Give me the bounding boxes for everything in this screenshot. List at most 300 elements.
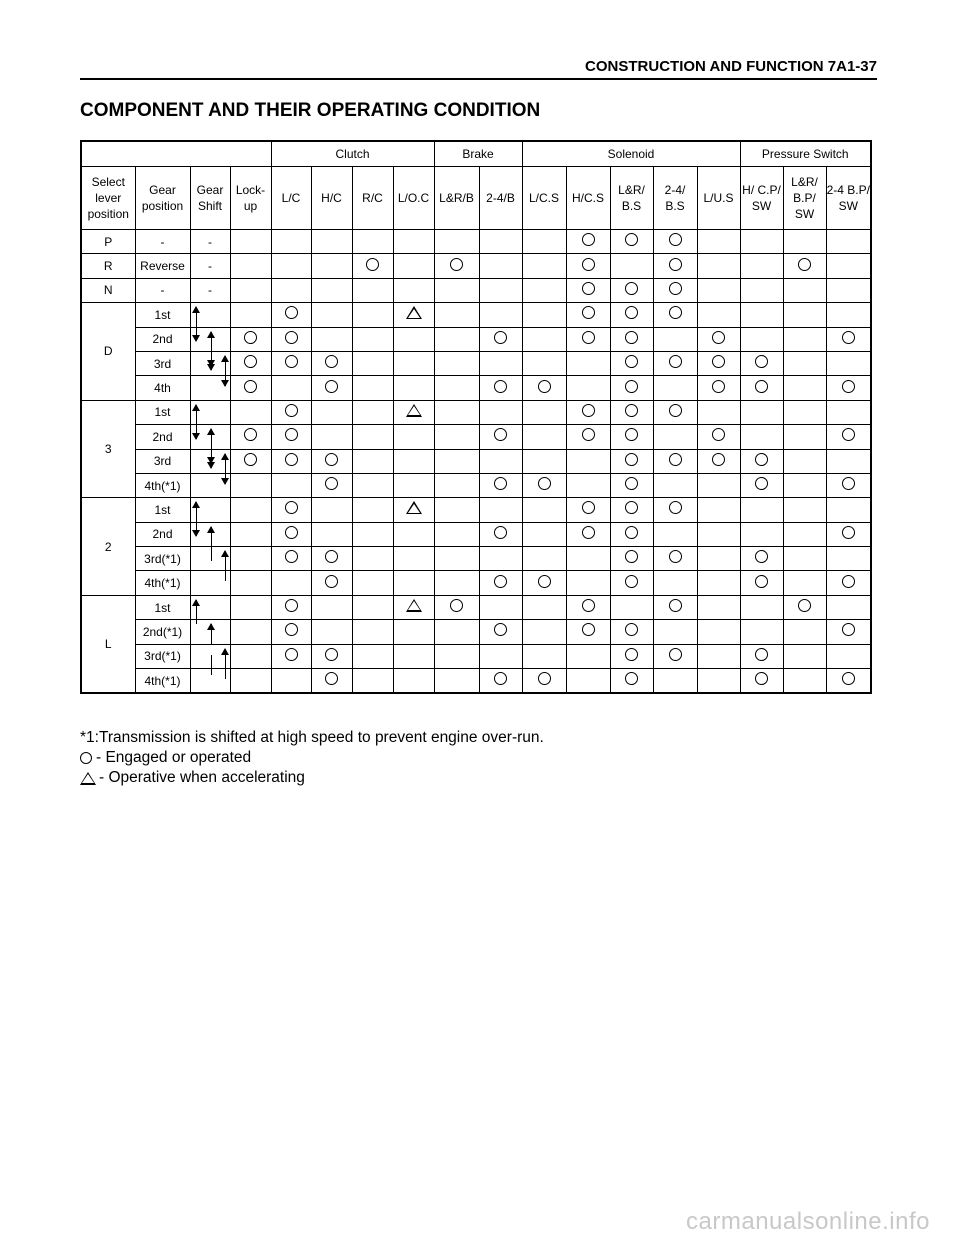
component-cell	[783, 376, 826, 400]
component-cell	[740, 498, 783, 522]
component-cell	[610, 230, 653, 254]
table-row	[81, 595, 871, 619]
component-cell	[783, 547, 826, 571]
component-cell	[479, 449, 522, 473]
engaged-circle-icon	[285, 331, 298, 344]
lockup-cell	[230, 595, 271, 619]
component-cell	[352, 644, 393, 668]
lockup-cell	[230, 644, 271, 668]
table-row	[81, 425, 871, 449]
engaged-circle-icon	[625, 428, 638, 441]
component-cell	[434, 327, 479, 351]
component-cell	[271, 449, 311, 473]
column-header	[230, 167, 271, 230]
notes	[80, 728, 544, 788]
gear-shift-cell	[190, 230, 230, 254]
component-cell	[311, 254, 352, 278]
component-cell	[434, 669, 479, 694]
column-header-text: L/U.S	[703, 191, 734, 205]
engaged-circle-icon	[285, 404, 298, 417]
gear-position-cell: 3rd	[135, 449, 190, 473]
component-cell	[311, 498, 352, 522]
component-cell	[783, 595, 826, 619]
table-row	[81, 571, 871, 595]
engaged-circle-icon	[669, 306, 682, 319]
component-cell	[311, 351, 352, 375]
component-cell	[479, 498, 522, 522]
component-cell	[566, 425, 610, 449]
shift-arrow-icon	[211, 655, 212, 675]
engaged-circle-icon	[450, 599, 463, 612]
triangle-legend	[80, 768, 544, 788]
component-cell	[311, 303, 352, 327]
component-cell	[697, 449, 740, 473]
column-header	[653, 167, 697, 230]
component-cell	[653, 595, 697, 619]
component-cell	[783, 669, 826, 694]
component-cell	[697, 595, 740, 619]
component-cell	[352, 351, 393, 375]
component-cell	[522, 644, 566, 668]
component-cell	[479, 669, 522, 694]
component-cell	[566, 254, 610, 278]
engaged-circle-icon	[712, 453, 725, 466]
component-cell	[393, 620, 434, 644]
component-cell	[697, 425, 740, 449]
gear-shift-text: -	[208, 283, 212, 298]
component-cell	[522, 425, 566, 449]
column-header-text: H/C.S	[571, 191, 604, 205]
table-row	[81, 473, 871, 497]
component-cell	[697, 351, 740, 375]
engaged-circle-icon	[842, 526, 855, 539]
component-cell	[479, 425, 522, 449]
engaged-circle-icon	[325, 453, 338, 466]
engaged-circle-icon	[842, 477, 855, 490]
engaged-circle-icon	[325, 550, 338, 563]
component-cell	[740, 278, 783, 302]
component-cell	[653, 449, 697, 473]
engaged-circle-icon	[285, 501, 298, 514]
engaged-circle-icon	[755, 453, 768, 466]
gear-position-cell: Reverse	[135, 254, 190, 278]
component-cell	[352, 400, 393, 424]
gear-position-cell: 1st	[135, 498, 190, 522]
engaged-circle-icon	[582, 258, 595, 271]
shift-arrow-icon	[225, 372, 226, 386]
triangle-legend-text: - Operative when accelerating	[99, 769, 305, 786]
component-cell	[393, 522, 434, 546]
component-cell	[352, 376, 393, 400]
component-cell	[566, 644, 610, 668]
component-cell	[311, 327, 352, 351]
lockup-cell	[230, 547, 271, 571]
engaged-circle-icon	[366, 258, 379, 271]
component-cell	[610, 595, 653, 619]
component-cell	[311, 425, 352, 449]
lever-position-cell: P	[81, 230, 135, 254]
column-header-text: Gear Shift	[196, 183, 224, 213]
lockup-cell	[230, 498, 271, 522]
component-cell	[352, 327, 393, 351]
component-cell	[393, 595, 434, 619]
component-cell	[826, 376, 871, 400]
component-cell	[826, 351, 871, 375]
component-cell	[311, 547, 352, 571]
component-cell	[783, 425, 826, 449]
component-cell	[271, 254, 311, 278]
engaged-circle-icon	[798, 599, 811, 612]
component-cell	[826, 571, 871, 595]
component-cell	[566, 230, 610, 254]
component-cell	[352, 669, 393, 694]
gear-shift-cell	[190, 571, 230, 595]
component-cell	[610, 644, 653, 668]
component-cell	[434, 351, 479, 375]
column-header-text: L/O.C	[397, 191, 430, 205]
table-row	[81, 620, 871, 644]
component-cell	[271, 303, 311, 327]
shift-arrow-icon	[225, 470, 226, 484]
lever-position-cell: 2	[81, 498, 135, 596]
group-header: Solenoid	[522, 141, 740, 167]
component-cell	[522, 400, 566, 424]
table-row	[81, 351, 871, 375]
engaged-circle-icon	[625, 453, 638, 466]
engaged-circle-icon	[669, 282, 682, 295]
gear-position-cell: 4th(*1)	[135, 571, 190, 595]
component-cell	[311, 620, 352, 644]
lockup-cell	[230, 669, 271, 694]
engaged-circle-icon	[582, 623, 595, 636]
component-cell	[783, 620, 826, 644]
component-cell	[271, 400, 311, 424]
gear-position-cell: 4th(*1)	[135, 473, 190, 497]
component-cell	[522, 522, 566, 546]
group-header: Clutch	[271, 141, 434, 167]
component-cell	[352, 303, 393, 327]
lockup-cell	[230, 230, 271, 254]
component-cell	[653, 620, 697, 644]
component-cell	[783, 400, 826, 424]
engaged-circle-icon	[494, 477, 507, 490]
component-cell	[740, 522, 783, 546]
component-cell	[479, 230, 522, 254]
engaged-circle-icon	[494, 428, 507, 441]
component-cell	[566, 376, 610, 400]
engaged-circle-icon	[669, 355, 682, 368]
component-cell	[522, 620, 566, 644]
component-cell	[393, 449, 434, 473]
component-cell	[826, 547, 871, 571]
engaged-circle-icon	[582, 331, 595, 344]
gear-shift-cell	[190, 400, 230, 424]
component-cell	[271, 522, 311, 546]
component-cell	[352, 522, 393, 546]
engaged-circle-icon	[669, 233, 682, 246]
lockup-cell	[230, 376, 271, 400]
gear-position-cell: 1st	[135, 595, 190, 619]
engaged-circle-icon	[582, 404, 595, 417]
component-cell	[393, 425, 434, 449]
component-cell	[653, 230, 697, 254]
component-cell	[610, 303, 653, 327]
column-header	[479, 167, 522, 230]
engaged-circle-icon	[625, 575, 638, 588]
component-cell	[479, 303, 522, 327]
column-header-text: L/C	[281, 191, 301, 205]
component-cell	[610, 473, 653, 497]
column-header-text: L&R/ B.P/ SW	[791, 175, 818, 221]
component-cell	[783, 644, 826, 668]
engaged-circle-icon	[669, 648, 682, 661]
component-cell	[479, 400, 522, 424]
page-header: CONSTRUCTION AND FUNCTION 7A1-37	[80, 58, 877, 80]
engaged-circle-icon	[582, 526, 595, 539]
component-cell	[271, 669, 311, 694]
component-cell	[522, 230, 566, 254]
component-cell	[479, 376, 522, 400]
lockup-cell	[230, 400, 271, 424]
gear-position-cell: 2nd(*1)	[135, 620, 190, 644]
component-cell	[393, 473, 434, 497]
engaged-circle-icon	[494, 526, 507, 539]
column-header	[311, 167, 352, 230]
engaged-circle-icon	[582, 428, 595, 441]
column-header	[393, 167, 434, 230]
gear-position-cell: 2nd	[135, 522, 190, 546]
component-cell	[653, 644, 697, 668]
component-cell	[393, 303, 434, 327]
engaged-circle-icon	[669, 404, 682, 417]
component-cell	[271, 571, 311, 595]
component-cell	[740, 669, 783, 694]
engaged-circle-icon	[625, 233, 638, 246]
component-cell	[740, 376, 783, 400]
accelerating-triangle-icon	[406, 306, 422, 319]
component-cell	[610, 498, 653, 522]
component-cell	[271, 327, 311, 351]
component-cell	[352, 498, 393, 522]
table-row	[81, 547, 871, 571]
component-cell	[653, 547, 697, 571]
component-cell	[566, 522, 610, 546]
component-cell	[434, 522, 479, 546]
table-row	[81, 522, 871, 546]
component-cell	[697, 522, 740, 546]
component-cell	[697, 498, 740, 522]
component-cell	[311, 473, 352, 497]
component-cell	[566, 498, 610, 522]
lockup-cell	[230, 278, 271, 302]
engaged-circle-icon	[325, 355, 338, 368]
component-cell	[522, 547, 566, 571]
component-cell	[610, 278, 653, 302]
gear-position-cell: 1st	[135, 400, 190, 424]
component-cell	[740, 571, 783, 595]
component-cell	[566, 547, 610, 571]
component-cell	[393, 376, 434, 400]
gear-position-cell: 3rd	[135, 351, 190, 375]
engaged-circle-icon	[625, 550, 638, 563]
component-cell	[393, 327, 434, 351]
component-cell	[610, 351, 653, 375]
gear-position-cell: 3rd(*1)	[135, 547, 190, 571]
component-cell	[522, 595, 566, 619]
engaged-circle-icon	[669, 453, 682, 466]
gear-position-cell: 2nd	[135, 327, 190, 351]
component-cell	[479, 327, 522, 351]
engaged-circle-icon	[625, 501, 638, 514]
column-header-text: 2-4/ B.S	[664, 183, 686, 213]
lockup-cell	[230, 425, 271, 449]
component-cell	[826, 498, 871, 522]
engaged-circle-icon	[755, 477, 768, 490]
component-cell	[826, 473, 871, 497]
gear-shift-cell	[190, 376, 230, 400]
engaged-circle-icon	[285, 526, 298, 539]
table-row	[81, 376, 871, 400]
lockup-cell	[230, 571, 271, 595]
engaged-circle-icon	[625, 404, 638, 417]
column-header	[697, 167, 740, 230]
component-cell	[697, 473, 740, 497]
component-cell	[271, 595, 311, 619]
engaged-circle-icon	[712, 428, 725, 441]
table-row	[81, 230, 871, 254]
header-corner	[81, 141, 271, 167]
engaged-circle-icon	[712, 355, 725, 368]
engaged-circle-icon	[625, 477, 638, 490]
engaged-circle-icon	[755, 575, 768, 588]
engaged-circle-icon	[494, 575, 507, 588]
component-cell	[740, 473, 783, 497]
column-header-text: L/C.S	[528, 191, 559, 205]
component-cell	[653, 425, 697, 449]
circle-legend	[80, 748, 544, 768]
component-cell	[566, 351, 610, 375]
component-cell	[393, 669, 434, 694]
engaged-circle-icon	[285, 453, 298, 466]
component-cell	[826, 327, 871, 351]
component-cell	[271, 230, 311, 254]
component-cell	[311, 595, 352, 619]
component-cell	[697, 571, 740, 595]
component-cell	[522, 254, 566, 278]
component-cell	[610, 620, 653, 644]
gear-shift-cell	[190, 327, 230, 351]
component-cell	[434, 595, 479, 619]
component-cell	[352, 473, 393, 497]
component-cell	[610, 669, 653, 694]
gear-position-cell: -	[135, 278, 190, 302]
component-cell	[826, 644, 871, 668]
column-header-text: H/ C.P/ SW	[742, 183, 781, 213]
component-cell	[566, 595, 610, 619]
component-cell	[479, 278, 522, 302]
footnote: *1:Transmission is shifted at high speed to prevent engine over-run.	[80, 729, 544, 746]
engaged-circle-icon	[625, 672, 638, 685]
component-cell	[479, 571, 522, 595]
gear-shift-cell	[190, 303, 230, 327]
engaged-circle-icon	[842, 575, 855, 588]
engaged-circle-icon	[285, 306, 298, 319]
component-cell	[522, 473, 566, 497]
component-cell	[697, 547, 740, 571]
component-cell	[479, 595, 522, 619]
component-cell	[566, 620, 610, 644]
accelerating-triangle-icon	[406, 501, 422, 514]
component-cell	[352, 620, 393, 644]
component-cell	[434, 449, 479, 473]
column-header-text: 2-4/B	[486, 191, 515, 205]
lockup-cell	[230, 473, 271, 497]
gear-shift-text: -	[208, 259, 212, 274]
component-cell	[653, 303, 697, 327]
shift-arrow-icon	[211, 454, 212, 468]
gear-shift-cell	[190, 425, 230, 449]
component-cell	[522, 669, 566, 694]
component-cell	[610, 327, 653, 351]
engaged-circle-icon	[842, 672, 855, 685]
column-header	[783, 167, 826, 230]
group-header: Brake	[434, 141, 522, 167]
component-cell	[610, 376, 653, 400]
group-header: Pressure Switch	[740, 141, 871, 167]
gear-shift-cell	[190, 547, 230, 571]
component-cell	[271, 498, 311, 522]
component-cell	[653, 278, 697, 302]
accelerating-triangle-icon	[406, 404, 422, 417]
shift-arrow-icon	[196, 606, 197, 624]
engaged-circle-icon	[285, 599, 298, 612]
column-header	[81, 167, 135, 230]
component-cell	[653, 376, 697, 400]
component-cell	[653, 669, 697, 694]
component-cell	[434, 376, 479, 400]
gear-shift-cell	[190, 473, 230, 497]
engaged-circle-icon	[625, 355, 638, 368]
engaged-circle-icon	[325, 380, 338, 393]
gear-shift-cell	[190, 669, 230, 694]
engaged-circle-icon	[244, 331, 257, 344]
engaged-circle-icon	[285, 623, 298, 636]
component-cell	[434, 278, 479, 302]
engaged-circle-icon	[625, 306, 638, 319]
table-row	[81, 449, 871, 473]
gear-position-cell: 4th(*1)	[135, 669, 190, 694]
component-cell	[566, 303, 610, 327]
engaged-circle-icon	[244, 380, 257, 393]
component-cell	[352, 547, 393, 571]
component-cell	[740, 547, 783, 571]
gear-shift-cell	[190, 498, 230, 522]
component-cell	[740, 620, 783, 644]
component-cell	[311, 571, 352, 595]
component-cell	[434, 547, 479, 571]
lockup-cell	[230, 351, 271, 375]
engaged-circle-icon	[625, 623, 638, 636]
component-cell	[740, 644, 783, 668]
table-row	[81, 498, 871, 522]
component-cell	[311, 522, 352, 546]
engaged-circle-icon	[538, 672, 551, 685]
component-cell	[352, 449, 393, 473]
column-header-text: Gear position	[141, 183, 184, 213]
component-cell	[826, 230, 871, 254]
component-cell	[740, 400, 783, 424]
lever-position-cell: R	[81, 254, 135, 278]
